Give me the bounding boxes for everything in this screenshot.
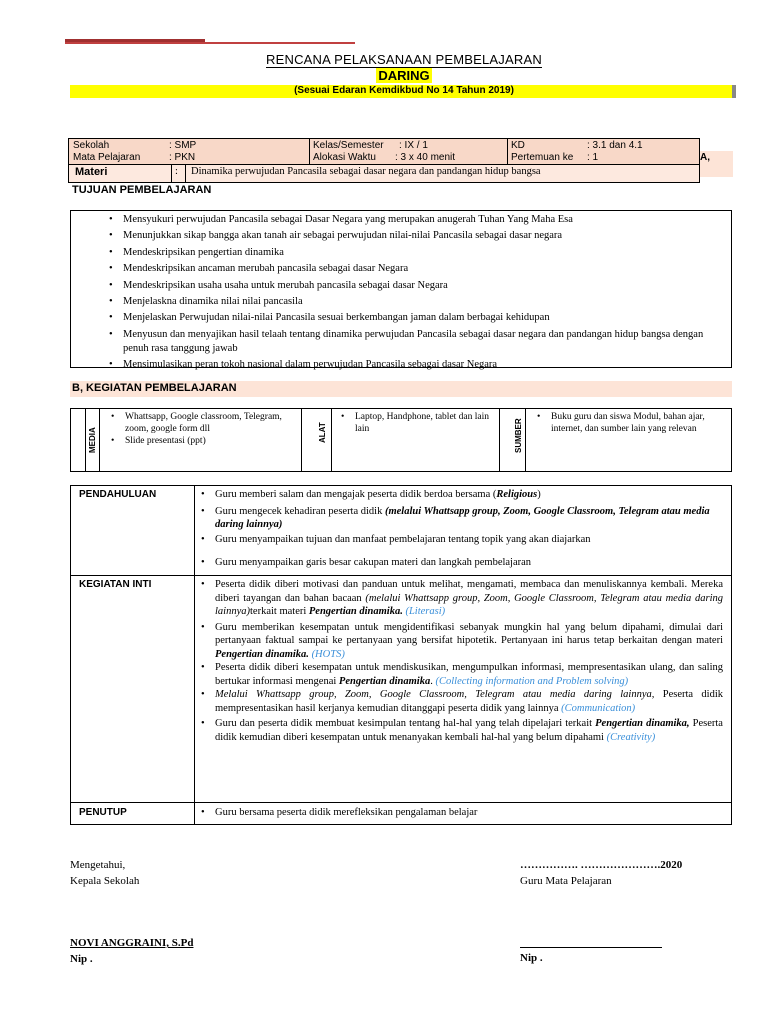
signature-right [520,857,682,889]
guru-nip: Nip . [520,952,543,964]
identity-table [68,138,700,166]
list-item: • Mendeskripsikan ancaman merubah pancasila sebagai dasar Negara [123,262,723,276]
list-item: • Mensimulasikan peran tokoh nasional dalam perwujudan Pancasila sebagai dasar Negara [123,358,723,372]
kepala-sekolah-text: Kepala Sekolah [70,875,140,887]
pertemuan-label: Pertemuan ke [511,152,574,163]
materi-row [68,164,700,183]
signature-left [70,857,139,889]
document-note: (Sesuai Edaran Kemdikbud No 14 Tahun 2019) [294,85,514,96]
penutup-list [215,806,723,820]
signature-left-name [70,935,193,967]
date-line: ……………. ………………….2020 [520,859,683,871]
mapel-value: : PKN [169,152,196,163]
langkah-table [70,485,732,825]
list-item: • Buku guru dan siswa Modul, bahan ajar, internet, dan sumber lain yang relevan [551,411,725,435]
materi-colon: : [175,166,178,177]
alokasi-label: Alokasi Waktu [313,152,376,163]
list-item: • Menjelaskna dinamika nilai nilai pancasila [123,295,723,309]
list-item: • Laptop, Handphone, tablet dan lain lain [355,411,493,435]
sumber-column [499,409,731,471]
inti-label: KEGIATAN INTI [79,579,152,590]
list-item: • Peserta didik diberi motivasi dan panduan untuk melihat, mengamati, membaca dan menuliskannya kembali. Mereka diberi tayangan dan bahan bacaan (melalui Whattsapp group, Zoom, Google Classroom, Telegram atau media daring lainnya)terkait materi Pengertian dinamika. (Literasi) [215,578,723,619]
list-item: • Mendeskripsikan pengertian dinamika [123,246,723,260]
alat-column [301,409,500,471]
kepala-sekolah-name: NOVI ANGGRAINI, S.Pd [70,937,194,949]
kd-label: KD [511,140,525,151]
penutup-label: PENUTUP [79,807,127,818]
list-item: • Guru memberi salam dan mengajak peserta didik berdoa bersama (Religious) [215,488,723,502]
kd-value: : 3.1 dan 4.1 [587,140,643,151]
materi-value: Dinamika perwujudan Pancasila sebagai dasar negara dan pandangan hidup bangsa [191,166,541,177]
materi-label: Materi [75,166,108,178]
tujuan-title: TUJUAN PEMBELAJARAN [72,184,212,196]
inti-list [215,578,723,744]
tujuan-list [123,213,723,375]
sekolah-label: Sekolah [73,140,110,151]
list-item: • Guru mengecek kehadiran peserta didik (melalui Whattsapp group, Zoom, Google Classroom, Telegram atau media daring lainnya) [215,505,723,532]
identity-cell-school [69,139,310,165]
document-title: RENCANA PELAKSANAAN PEMBELAJARAN [266,52,542,67]
list-item: • Peserta didik diberi kesempatan untuk mendiskusikan, mengumpulkan informasi, mempresentasikan ulang, dan saling bertukar informasi mengenai Pengertian dinamika. (Collecting information and Problem solving) [215,661,723,688]
mengetahui-text: Mengetahui, [70,859,126,871]
list-item: • Menjelaskan Perwujudan nilai-nilai Pancasila sesuai berkembangan jaman dalam berbagai kehidupan [123,311,723,325]
list-item: • Whattsapp, Google classroom, Telegram, zoom, google form dll [125,411,297,435]
decorative-rule-secondary [65,42,355,44]
list-item: • Guru bersama peserta didik merefleksikan pengalaman belajar [215,806,723,820]
alat-label: ALAT [318,422,327,443]
document-subtitle: DARING [378,68,430,83]
pendahuluan-label: PENDAHULUAN [79,489,157,500]
note-edge [732,85,736,98]
tujuan-box [70,210,732,371]
sumber-label: SUMBER [514,418,523,453]
mapel-label: Mata Pelajaran [73,152,141,163]
media-column [71,409,302,471]
guru-text: Guru Mata Pelajaran [520,875,612,887]
list-item: • Guru menyampaikan garis besar cakupan materi dan langkah pembelajaran [215,556,723,570]
stray-label: A, [700,151,733,177]
pendahuluan-list [215,488,723,570]
list-item: • Slide presentasi (ppt) [125,435,297,447]
media-table [70,408,732,472]
signature-line [520,947,662,948]
list-item: • Mensyukuri perwujudan Pancasila sebagai Dasar Negara yang merupakan anugerah Tuhan Yang Maha Esa [123,213,723,227]
list-item: • Guru menyampaikan tujuan dan manfaat pembelajaran tentang topik yang akan diajarkan [215,533,723,547]
media-label: MEDIA [88,427,97,453]
sekolah-value: : SMP [169,140,197,151]
kelas-label: Kelas/Semester [313,140,384,151]
kelas-value: : IX / 1 [399,140,428,151]
list-item: • Guru dan peserta didik membuat kesimpulan tentang hal-hal yang telah dipelajari terkait Pengertian dinamika, Peserta didik kemudian diberi kesempatan untuk menanyakan kembali hal-hal yang belum dipahami (Creativity) [215,717,723,744]
kegiatan-title: B, KEGIATAN PEMBELAJARAN [72,382,237,394]
kepala-sekolah-nip: Nip . [70,953,93,965]
list-item: • Menyusun dan menyajikan hasil telaah tentang dinamika perwujudan Pancasila sebagai dasar negara dan pandangan hidup bangsa dengan penuh rasa tanggung jawab [123,328,723,356]
pertemuan-value: : 1 [587,152,599,163]
list-item: • Mendeskripsikan usaha usaha untuk merubah pancasila sebagai dasar Negara [123,279,723,293]
identity-cell-class [309,139,508,165]
alokasi-value: : 3 x 40 menit [395,152,456,163]
identity-cell-kd [507,139,697,165]
list-item: • Menunjukkan sikap bangga akan tanah air sebagai perwujudan nilai-nilai Pancasila sebagai dasar negara [123,229,723,243]
list-item: • Melalui Whattsapp group, Zoom, Google Classroom, Telegram atau media daring lainnya, Peserta didik mempresentasikan hasil kerjanya kemudian ditanggapi peserta didik yang lainnya (Communication) [215,688,723,715]
list-item: • Guru memberikan kesempatan untuk mengidentifikasi sebanyak mungkin hal yang belum dipahami, dimulai dari pertanyaan faktual sampai ke pertanyaan yang bersifat hipotetik. Pertanyaan ini harus tetap berkaitan dengan materi Pengertian dinamika. (HOTS) [215,621,723,662]
